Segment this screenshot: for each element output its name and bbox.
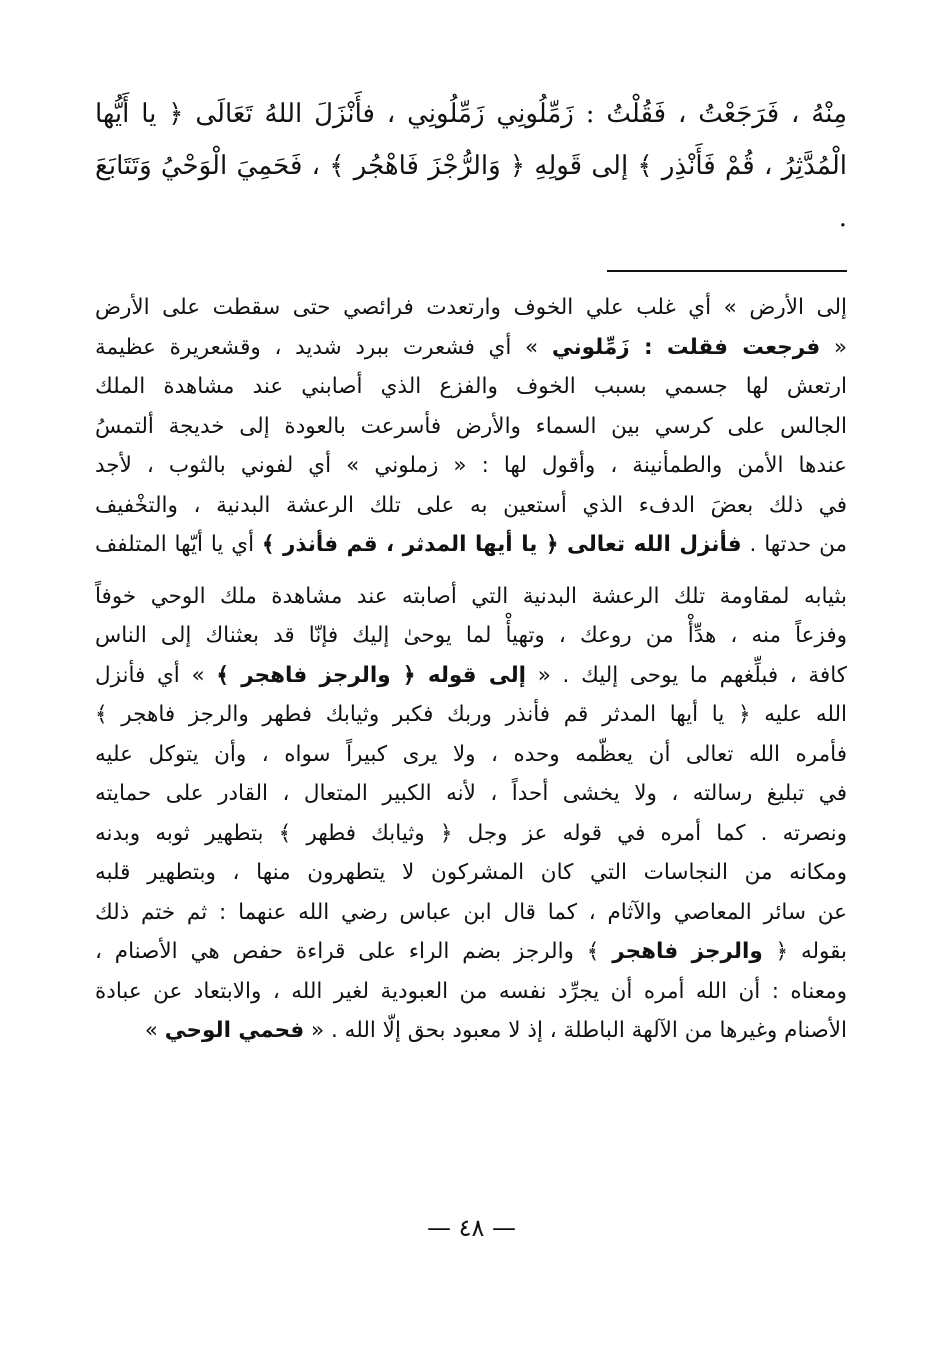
line-text: من حدتها . [741,532,847,557]
commentary-text [95,288,847,1051]
line-text: في ذلك بعضَ الدفء الذي أستعين به على تلك الرعشة البدنية ، والتخْفيف [95,492,847,518]
line-text: الجالس على كرسي بين السماء والأرض فأسرعت بالعودة إلى خديجة ألتمسُ [95,413,847,439]
line-text: » [144,1018,165,1043]
line-text: بقوله ﴿ [762,939,848,964]
line-text: فأمره الله تعالى أن يعظّمه وحده ، ولا يرى كبيراً سواه ، وأن يتوكل عليه [95,741,847,767]
hadith-text: مِنْهُ ، فَرَجَعْتُ ، فَقُلْتُ : زَمِّلُونِي زَمِّلُونِي ، فأَنْزَلَ اللهُ تَعَالَى ﴿ يا أَيُّها الْمُدَّثِرُ ، قُمْ فَأَنْذِر ﴾ إلى قَولِهِ ﴿ وَالرُّجْزَ فَاهْجُر ﴾ ، فَحَمِيَ الْوَحْيُ وَتَتَابَعَ . [95,99,847,233]
line-text: » أي فأنزل [95,662,217,688]
line-text: ونصرته . كما أمره في قوله عز وجل ﴿ وثيابك فطهر ﴾ بتطهير ثوبه وبدنه [95,820,847,846]
commentary-line [95,616,847,656]
line-text: في تبليغ رسالته ، ولا يخشى أحداً ، لأنه الكبير المتعال ، القادر على حمايته [95,781,847,806]
page-body [95,88,847,1051]
commentary-line [95,367,847,407]
commentary-line [95,695,847,735]
line-text: « [820,334,847,360]
line-text: عندها الأمن والطمأنينة ، وأقول لها : « زملوني » أي لفوني بالثوب ، لأجد [95,453,847,478]
line-text: إلى الأرض » أي غلب علي الخوف وارتعدت فرائصي حتى سقطت على الأرض [95,295,847,320]
line-text: أي يا أيّها المتلفف [95,532,262,557]
quoted-text: والرجز فاهجر [612,939,763,964]
quoted-text: فرجعت فقلت : زَمِّلوني [551,334,821,360]
line-text: الله عليه ﴿ يا أيها المدثر قم فأنذر وربك فكبر وثيابك فطهر والرجز فاهجر ﴾ [95,702,847,727]
commentary-line [95,972,847,1012]
line-text: كافة ، فبلِّغهم ما يوحى إليك . « [526,662,847,688]
commentary-line [95,486,847,526]
line-text: ﴾ والرجز بضم الراء على قراءة حفص هي الأصنام ، [95,939,613,964]
commentary-line [95,288,847,328]
line-text: ارتعش لها جسمي بسبب الخوف والفزع الذي أصابني عند مشاهدة الملك [95,374,847,399]
line-text: بثيابه لمقاومة تلك الرعشة البدنية التي أصابته عند مشاهدة ملك الوحي خوفاً [95,583,847,609]
commentary-line [95,932,847,972]
line-text: الأصنام وغيرها من الآلهة الباطلة ، إذ لا معبود بحق إلّا الله . « [304,1018,847,1043]
line-text: عن سائر المعاصي والآثام ، كما قال ابن عباس رضي الله عنهما : ثم ختم ذلك [95,899,847,925]
commentary-line [95,328,847,368]
quoted-text: فأنزل الله تعالى ﴿ يا أيها المدثر ، قم فأنذر ﴾ [261,532,742,557]
commentary-line [95,577,847,617]
commentary-line [95,814,847,854]
commentary-line [95,853,847,893]
commentary-line [95,525,847,565]
commentary-line [95,893,847,933]
page-number: — ٤٨ — [426,1214,517,1242]
line-text: ومعناه : أن الله أمره أن يجرِّد نفسه من العبودية لغير الله ، والابتعاد عن عبادة [95,978,847,1004]
line-text: وفزعاً منه ، هدِّأْ من روعك ، وتهيأْ لما يوحىٰ إليك فإنّا قد بعثناك إلى الناس [95,623,847,648]
commentary-line [95,407,847,447]
commentary-line [95,446,847,486]
line-text: » أي فشعرت ببرد شديد ، وقشعريرة عظيمة [95,334,552,360]
quoted-text: إلى قوله ﴿ والرجز فاهجر ﴾ [216,662,527,688]
commentary-line [95,1011,847,1051]
commentary-line [95,656,847,696]
footnote-divider [607,270,847,272]
commentary-line [95,774,847,814]
quoted-text: فحمي الوحي [164,1018,305,1043]
commentary-line [95,735,847,775]
line-text: ومكانه من النجاسات التي كان المشركون لا يتطهرون منها ، وبتطهير قلبه [95,860,847,885]
